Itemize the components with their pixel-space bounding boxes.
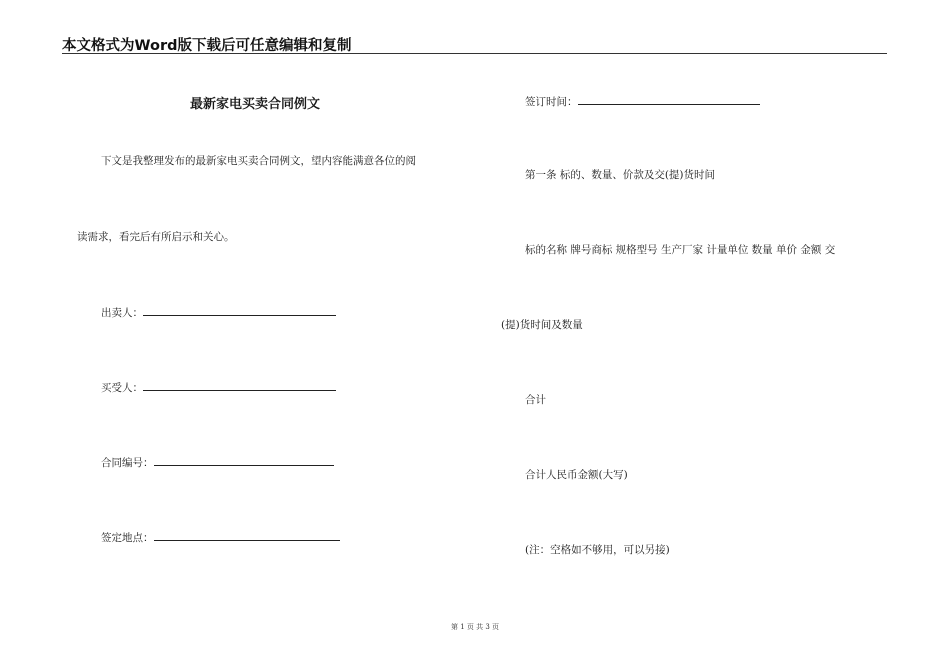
signing-time-label: 签订时间：	[525, 96, 578, 108]
page-number: 第 1 页 共 3 页	[450, 623, 500, 631]
signing-place-blank-line	[154, 529, 340, 541]
intro-paragraph-line-1: 下文是我整理发布的最新家电买卖合同例文，望内容能满意各位的阅	[101, 155, 416, 167]
header-divider	[62, 53, 887, 54]
buyer-field	[101, 379, 336, 395]
download-banner: 本文格式为Word版下载后可任意编辑和复制	[62, 38, 352, 54]
signing-time-field	[525, 93, 760, 109]
signing-place-label: 签定地点：	[101, 532, 154, 544]
contract-number-blank-line	[154, 454, 334, 466]
article-1-heading: 第一条 标的、数量、价款及交(提)货时间	[525, 169, 716, 181]
total-label: 合计	[525, 394, 546, 406]
signing-time-blank-line	[578, 93, 760, 105]
total-rmb-amount-label: 合计人民币金额(大写)	[525, 469, 628, 481]
seller-label: 出卖人：	[101, 307, 143, 319]
table-header-line-1: 标的名称 牌号商标 规格型号 生产厂家 计量单位 数量 单价 金额 交	[525, 244, 836, 256]
contract-number-label: 合同编号：	[101, 457, 154, 469]
seller-blank-line	[143, 304, 336, 316]
intro-paragraph-line-2: 读需求，看完后有所启示和关心。	[77, 231, 235, 243]
signing-place-field	[101, 529, 340, 545]
table-header-line-2: (提)货时间及数量	[501, 319, 583, 331]
document-title: 最新家电买卖合同例文	[190, 97, 321, 112]
contract-number-field	[101, 454, 334, 470]
seller-field	[101, 304, 336, 320]
buyer-blank-line	[143, 379, 336, 391]
buyer-label: 买受人：	[101, 382, 143, 394]
space-note: (注：空格如不够用，可以另接)	[525, 544, 670, 556]
